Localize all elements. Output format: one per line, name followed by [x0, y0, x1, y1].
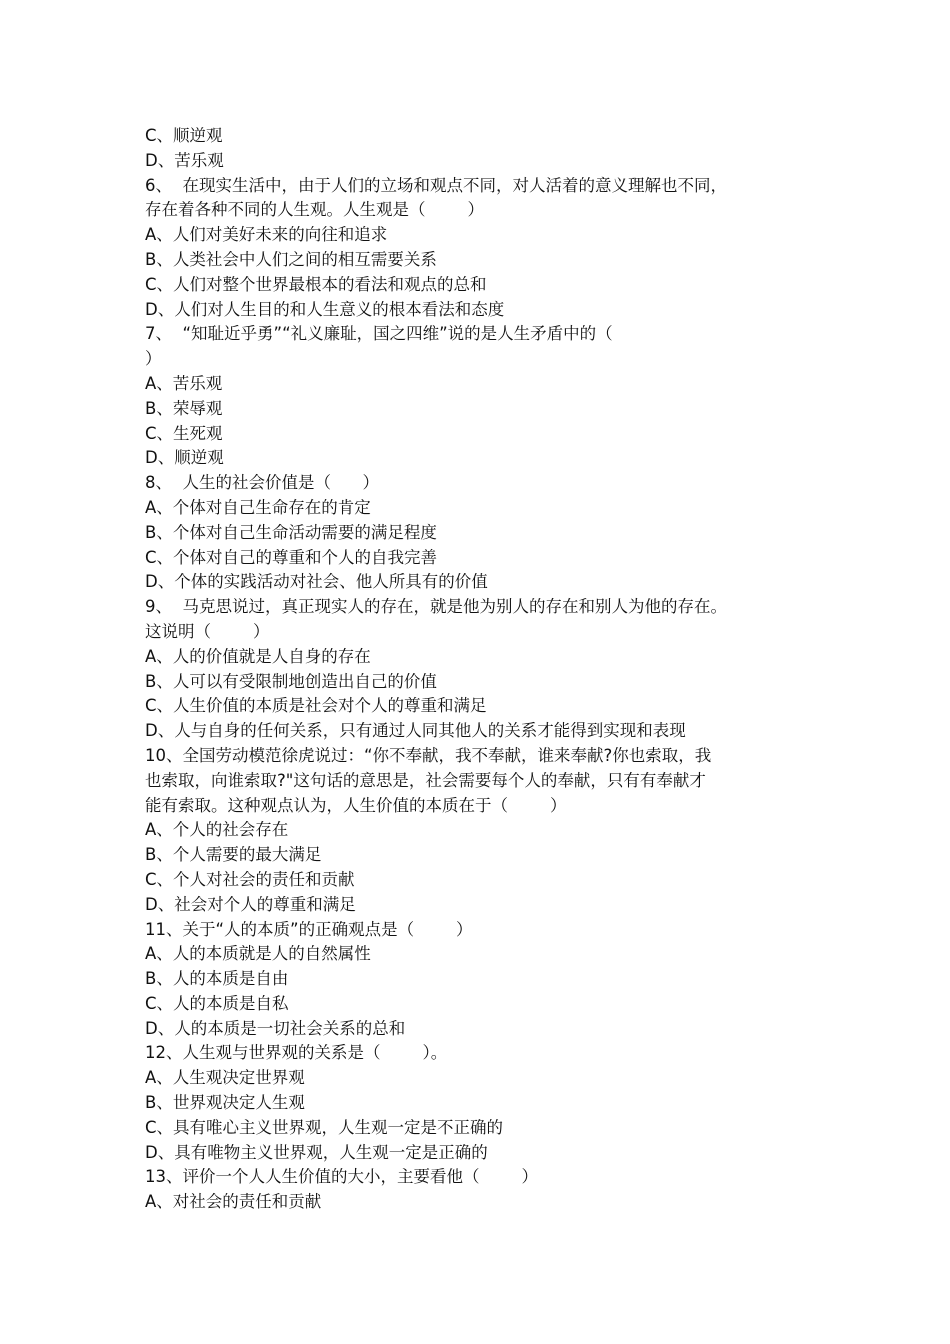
option-line: C、顺逆观: [145, 126, 223, 145]
option-line: B、个体对自己生命活动需要的满足程度: [145, 522, 437, 542]
question-line: ）: [145, 349, 162, 369]
option-line: D、人与自身的任何关系，只有通过人同其他人的关系才能得到实现和表现: [145, 721, 686, 741]
option-line: D、顺逆观: [145, 448, 224, 468]
option-line: D、人的本质是一切社会关系的总和: [145, 1018, 406, 1038]
option-line: A、人们对美好未来的向往和追求: [145, 225, 388, 245]
question-line: 6、 在现实生活中，由于人们的立场和观点不同，对人活着的意义理解也不同，: [145, 175, 727, 195]
option-line: D、人们对人生目的和人生意义的根本看法和态度: [145, 299, 505, 319]
question-line: 存在着各种不同的人生观。人生观是（ ）: [145, 200, 484, 220]
option-line: B、人类社会中人们之间的相互需要关系: [145, 249, 437, 269]
option-line: B、荣辱观: [145, 398, 223, 418]
option-line: D、苦乐观: [145, 150, 224, 170]
option-line: B、人可以有受限制地创造出自己的价值: [145, 671, 437, 691]
option-line: A、个体对自己生命存在的肯定: [145, 497, 371, 517]
option-line: C、个人对社会的责任和贡献: [145, 869, 355, 889]
option-line: D、社会对个人的尊重和满足: [145, 894, 356, 914]
option-line: A、苦乐观: [145, 373, 223, 393]
option-line: C、人的本质是自私: [145, 993, 289, 1013]
option-line: A、对社会的责任和贡献: [145, 1192, 322, 1212]
option-line: B、个人需要的最大满足: [145, 845, 322, 865]
question-line: 12、人生观与世界观的关系是（ ）。: [145, 1043, 448, 1063]
option-line: C、人生价值的本质是社会对个人的尊重和满足: [145, 696, 487, 716]
option-line: C、个体对自己的尊重和个人的自我完善: [145, 547, 438, 567]
option-line: C、生死观: [145, 423, 223, 443]
question-line: 也索取，向谁索取?"这句话的意思是，社会需要每个人的奉献，只有有奉献才: [145, 770, 706, 790]
question-line: 13、评价一个人人生价值的大小，主要看他（ ）: [145, 1167, 538, 1187]
option-line: A、人的本质就是人的自然属性: [145, 944, 371, 964]
document-body: [145, 124, 815, 1215]
question-line: 8、 人生的社会价值是（ ）: [145, 473, 379, 493]
question-line: 能有索取。这种观点认为，人生价值的本质在于（ ）: [145, 795, 567, 815]
option-line: D、个体的实践活动对社会、他人所具有的价值: [145, 572, 488, 592]
question-line: 10、全国劳动模范徐虎说过：“你不奉献，我不奉献，谁来奉献?你也索取，我: [145, 745, 712, 765]
option-line: C、具有唯心主义世界观，人生观一定是不正确的: [145, 1117, 504, 1137]
option-line: B、人的本质是自由: [145, 969, 289, 989]
question-line: 9、 马克思说过，真正现实人的存在，就是他为别人的存在和别人为他的存在。: [145, 597, 727, 617]
option-line: D、具有唯物主义世界观，人生观一定是正确的: [145, 1142, 488, 1162]
question-line: 11、关于“人的本质”的正确观点是（ ）: [145, 919, 473, 939]
option-line: A、人生观决定世界观: [145, 1068, 305, 1088]
option-line: C、人们对整个世界最根本的看法和观点的总和: [145, 274, 487, 294]
option-line: A、人的价值就是人自身的存在: [145, 646, 371, 666]
question-line: 7、 “知耻近乎勇”“礼义廉耻，国之四维”说的是人生矛盾中的（: [145, 324, 613, 344]
option-line: A、个人的社会存在: [145, 820, 289, 840]
option-line: B、世界观决定人生观: [145, 1093, 305, 1113]
question-line: 这说明（ ）: [145, 621, 270, 641]
